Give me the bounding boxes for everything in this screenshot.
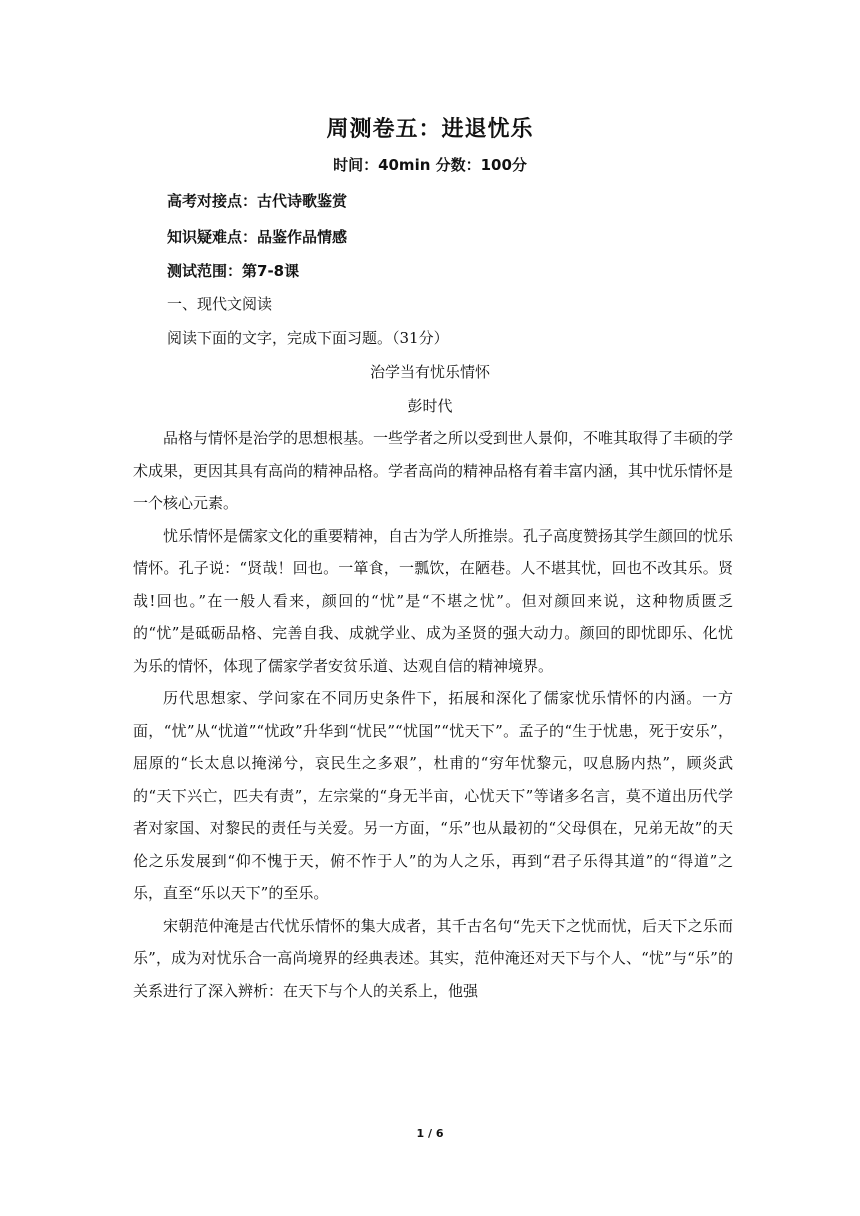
article-paragraph: 历代思想家、学问家在不同历史条件下，拓展和深化了儒家忧乐情怀的内涵。一方面，“忧”从“忧道”“忧政”升华到“忧民”“忧国”“忧天下”。孟子的“生于忧患，死于安乐”，屈原的“长太息以掩涕兮，哀民生之多艰”，杜甫的“穷年忧黎元，叹息肠内热”，顾炎武的“天下兴亡，匹夫有责”，左宗棠的“身无半亩，心忧天下”等诸多名言，莫不道出历代学者对家国、对黎民的责任与关爱。另一方面，“乐”也从最初的“父母俱在，兄弟无故”的天伦之乐发展到“仰不愧于天，俯不怍于人”的为人之乐，再到“君子乐得其道”的“得道”之乐，直至“乐以天下”的至乐。 — [133, 689, 733, 902]
section-instruction: 阅读下面的文字，完成下面习题。（31分） — [167, 329, 449, 347]
section-heading: 一、现代文阅读 — [167, 295, 273, 313]
article-paragraph: 品格与情怀是治学的思想根基。一些学者之所以受到世人景仰，不唯其取得了丰硕的学术成果，更因其具有高尚的精神品格。学者高尚的精神品格有着丰富内涵，其中忧乐情怀是一个核心元素。 — [133, 429, 734, 512]
exam-point: 高考对接点：古代诗歌鉴赏 — [167, 192, 348, 210]
page-title: 周测卷五：进退忧乐 — [326, 117, 534, 142]
article-paragraph: 忧乐情怀是儒家文化的重要精神，自古为学人所推崇。孔子高度赞扬其学生颜回的忧乐情怀。孔子说：“贤哉！回也。一箪食，一瓢饮，在陋巷。人不堪其忧，回也不改其乐。贤哉!回也。”在一般人看来，颜回的“忧”是“不堪之忧”。但对颜回来说，这种物质匮乏的“忧”是砥砺品格、完善自我、成就学业、成为圣贤的强大动力。颜回的即忧即乐、化忧为乐的情怀，体现了儒家学者安贫乐道、达观自信的精神境界。 — [133, 526, 734, 675]
article-paragraph: 宋朝范仲淹是古代忧乐情怀的集大成者，其千古名句“先天下之忧而忧，后天下之乐而乐”，成为对忧乐合一高尚境界的经典表述。其实，范仲淹还对天下与个人、“忧”与“乐”的关系进行了深入辨析：在天下与个人的关系上，他强 — [133, 916, 733, 1000]
test-scope: 测试范围：第7-8课 — [167, 262, 300, 280]
article-body — [133, 422, 733, 1007]
page-number: 1 / 6 — [416, 1127, 444, 1140]
exam-time-score: 时间：40min 分数：100分 — [333, 156, 527, 174]
difficulty-point: 知识疑难点：品鉴作品情感 — [167, 228, 348, 246]
article-author: 彭时代 — [407, 397, 453, 415]
article-title: 治学当有忧乐情怀 — [369, 363, 490, 381]
